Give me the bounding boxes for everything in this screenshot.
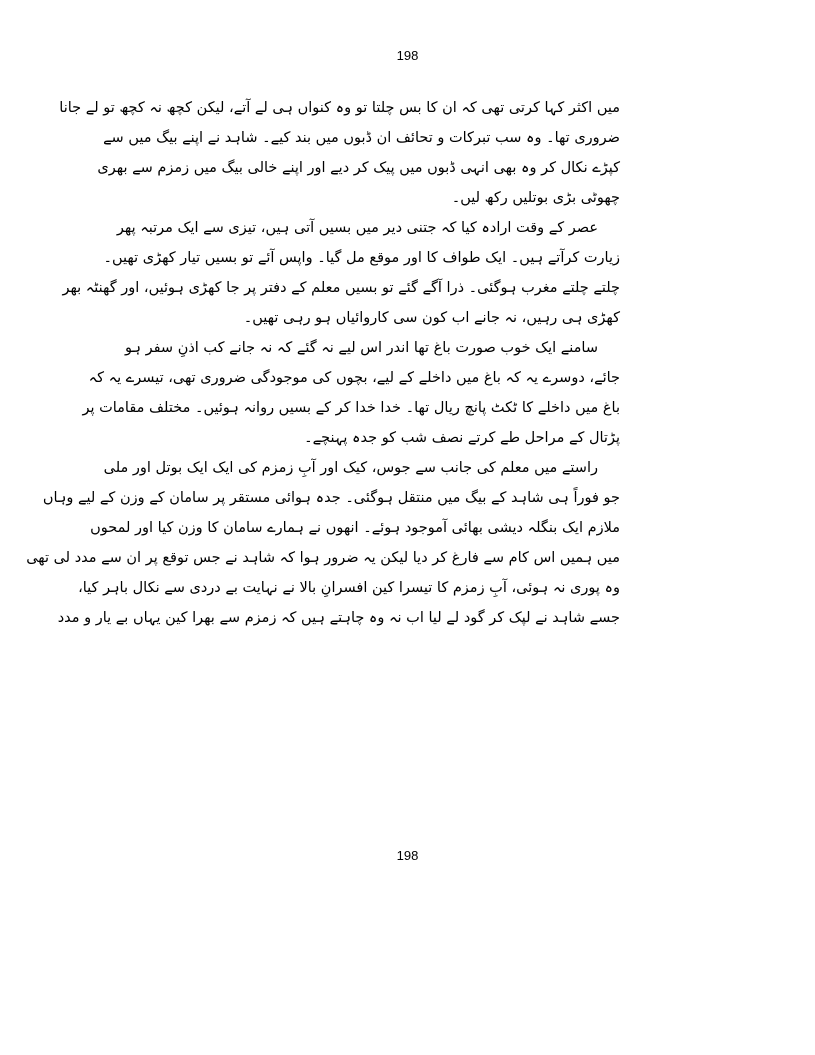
text-line: میں اکثر کہا کرتی تھی کہ ان کا بس چلتا تو وہ کنواں ہی لے آتے، لیکن کچھ نہ کچھ تو لے جانا xyxy=(59,100,620,116)
paragraph-1 xyxy=(59,93,620,213)
text-line: چلتے چلتے مغرب ہوگئی۔ ذرا آگے گئے تو بسیں معلم کے دفتر پر جا کھڑی ہوئیں، اور گھنٹہ بھر xyxy=(62,280,620,296)
text-line: باغ میں داخلے کا ٹکٹ پانچ ریال تھا۔ خدا خدا کر کے بسیں روانہ ہوئیں۔ مختلف مقامات پر xyxy=(82,400,620,416)
text-line: ضروری تھا۔ وہ سب تبرکات و تحائف ان ڈبوں میں بند کیے۔ شاہد نے اپنے بیگ میں سے xyxy=(103,130,620,146)
text-line: میں ہمیں اس کام سے فارغ کر دیا لیکن یہ ضرور ہوا کہ شاہد نے جس توقع پر ان سے مدد لی تھی xyxy=(26,550,620,566)
text-line: جائے، دوسرے یہ کہ باغ میں داخلے کے لیے، بچوں کی موجودگی ضروری تھی، تیسرے یہ کہ xyxy=(88,370,620,386)
paragraph-3 xyxy=(82,333,620,453)
text-line: پڑتال کے مراحل طے کرتے نصف شب کو جدہ پہنچے۔ xyxy=(304,430,620,446)
text-line: عصر کے وقت ارادہ کیا کہ جتنی دیر میں بسیں آتی ہیں، تیزی سے ایک مرتبہ پھر xyxy=(116,220,598,236)
paragraph-2 xyxy=(62,213,620,333)
text-line: ملازم ایک بنگلہ دیشی بھائی آموجود ہوئے۔ انھوں نے ہمارے سامان کا وزن کیا اور لمحوں xyxy=(90,520,620,536)
text-line: کپڑے نکال کر وہ بھی انہی ڈبوں میں پیک کر دیے اور اپنے خالی بیگ میں زمزم سے بھری xyxy=(97,160,620,176)
text-line: راستے میں معلم کی جانب سے جوس، کیک اور آبِ زمزم کی ایک ایک بوتل اور ملی xyxy=(103,460,598,476)
text-line: جسے شاہد نے لپک کر گود لے لیا اب نہ وہ چاہتے ہیں کہ زمزم سے بھرا کین یہاں بے یار و مدد xyxy=(57,610,620,626)
text-line: جو فوراً ہی شاہد کے بیگ میں منتقل ہوگئی۔ جدہ ہوائی مستقر پر سامان کے وزن کے لیے وہاں xyxy=(42,490,620,506)
text-line: کھڑی ہی رہیں، نہ جانے اب کون سی کاروائیاں ہو رہی تھیں۔ xyxy=(243,310,620,326)
text-line: زیارت کرآتے ہیں۔ ایک طواف کا اور موقع مل گیا۔ واپس آئے تو بسیں تیار کھڑی تھیں۔ xyxy=(103,250,620,266)
paragraph-4 xyxy=(26,453,620,633)
body-text xyxy=(26,93,620,633)
text-line: وہ پوری نہ ہوئی، آبِ زمزم کا تیسرا کین افسرانِ بالا نے نہایت بے دردی سے نکال باہر کیا، xyxy=(78,580,620,596)
page-number-top: 198 xyxy=(396,48,419,63)
text-line: سامنے ایک خوب صورت باغ تھا اندر اس لیے نہ گئے کہ نہ جانے کب اذنِ سفر ہو xyxy=(125,340,598,356)
text-line: چھوٹی بڑی بوتلیں رکھ لیں۔ xyxy=(451,190,620,206)
page-number-bottom: 198 xyxy=(396,848,419,863)
